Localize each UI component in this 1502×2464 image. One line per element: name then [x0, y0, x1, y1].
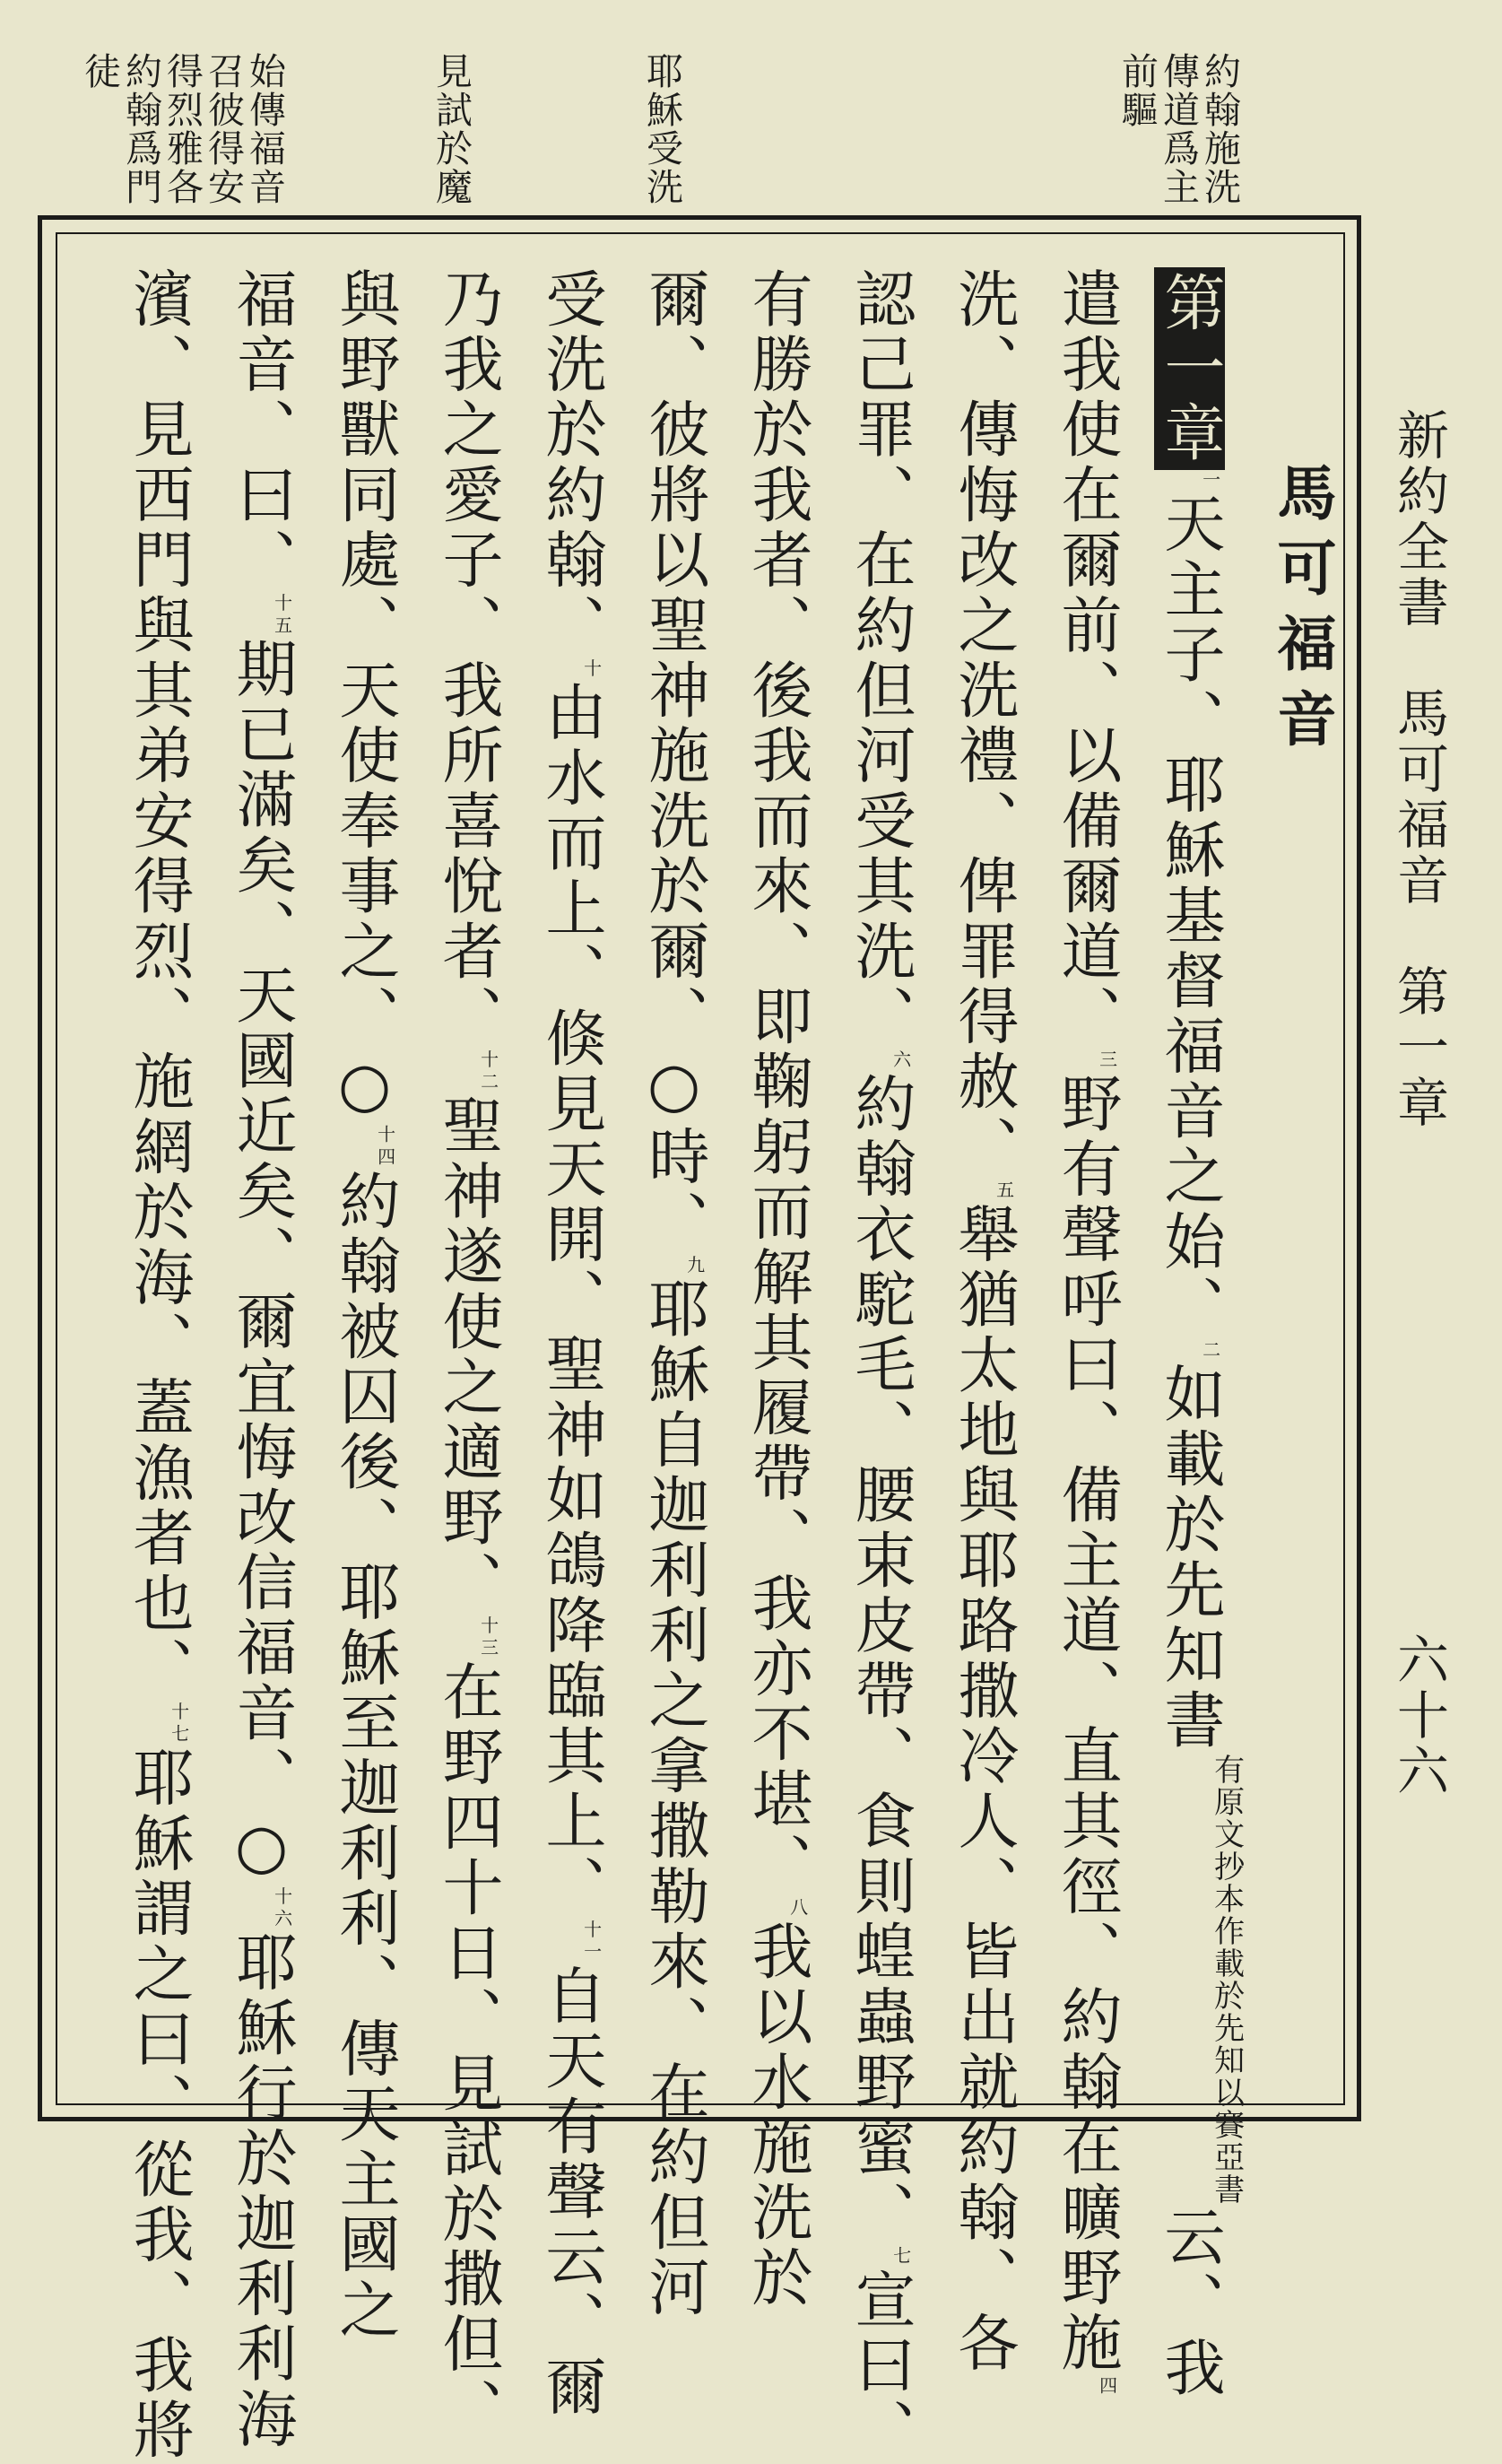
verse-number: 五	[993, 1180, 1015, 1203]
textual-note: 有原文抄本作載於先知以賽亞書	[1208, 1753, 1245, 2206]
headnote-line: 得烈雅各	[161, 52, 204, 206]
column-text: 天主子、耶穌基督福音之始、	[1154, 492, 1225, 1340]
column-text: 舉猶太地與耶路撒冷人、皆出就約翰、各	[948, 1202, 1019, 2377]
verse-number: 九	[683, 1255, 706, 1278]
chapter-label: 第一章	[1154, 267, 1225, 470]
column-text: 耶穌謂之曰、從我、我將	[123, 1746, 194, 2464]
verse-number: 三	[1096, 1049, 1118, 1073]
verse-number: 六	[890, 1049, 912, 1073]
verse-number: 十七	[168, 1702, 190, 1746]
text-column	[123, 267, 212, 2464]
text-column	[744, 267, 830, 2311]
verse-number: 十	[580, 658, 603, 681]
column-text: 我以水施洗於	[742, 1920, 812, 2312]
column-text: 耶穌自迦利利之拿撒勒來、在約但河	[638, 1277, 709, 2321]
column-text: 宣曰、	[845, 2268, 916, 2464]
book-title: 馬可福音	[1267, 462, 1337, 763]
column-text: 野有聲呼曰、備主道、直其徑、約翰在曠野施	[1051, 1072, 1122, 2377]
verse-number: 十三	[477, 1615, 499, 1660]
text-column	[226, 267, 315, 2453]
column-text: 洗、傳悔改之洗禮、俾罪得赦、	[948, 267, 1019, 1180]
column-text: 與野獸同處、天使奉事之、○	[329, 267, 400, 1126]
text-column	[948, 267, 1037, 2377]
verse-number: 十四	[374, 1125, 396, 1170]
headnote-line: 耶穌受洗	[640, 52, 683, 206]
verse-number: 二	[1199, 1339, 1221, 1363]
column-text: 自天有聲云、爾	[535, 1963, 606, 2421]
column-text: 約翰衣駝毛、腰束皮帶、食則蝗蟲野蜜、	[845, 1072, 916, 2246]
text-column	[1051, 267, 1140, 2399]
headnote-line: 見試於魔	[430, 52, 473, 206]
verse-number: 十五	[271, 593, 293, 638]
column-text: 遣我使在爾前、以備爾道、	[1051, 267, 1122, 1050]
headnote	[1116, 52, 1240, 206]
verse-number: 十一	[580, 1920, 603, 1964]
column-text: 有勝於我者、後我而來、即鞠躬而解其履帶、我亦不堪、	[742, 267, 812, 1898]
column-text: 受洗於約翰、	[535, 267, 606, 659]
text-column	[1154, 267, 1245, 2401]
column-text: 約翰被囚後、耶穌至迦利利、傳天主國之	[329, 1169, 400, 2344]
running-head: 新約全書 馬可福音 第一章	[1388, 408, 1449, 1131]
verse-number: 八	[786, 1897, 809, 1920]
page-number: 六十六	[1388, 1633, 1449, 1799]
text-column	[638, 267, 727, 2321]
text-column	[535, 267, 624, 2421]
headnote	[430, 52, 472, 206]
column-text: 在野四十日、見試於撒但、	[432, 1659, 503, 2443]
text-column	[329, 267, 418, 2344]
headnote-line: 約翰施洗	[1198, 52, 1241, 206]
column-text: 如載於先知書	[1154, 1362, 1225, 1754]
headnote-line: 前驅	[1116, 52, 1159, 129]
headnote-line: 傳道爲主	[1157, 52, 1200, 206]
column-text: 云、我	[1154, 2205, 1225, 2401]
headnote-line: 始傳福音	[243, 52, 286, 206]
headnote	[641, 52, 682, 206]
headnote-line: 徒	[78, 52, 121, 91]
headnote	[79, 52, 285, 206]
column-text: 期已滿矣、天國近矣、爾宜悔改信福音、○	[226, 637, 297, 1887]
column-text: 認己罪、在約但河受其洗、	[845, 267, 916, 1050]
column-text: 聖神遂使之適野、	[432, 1093, 503, 1616]
verse-number: 四	[1096, 2376, 1118, 2399]
verse-number: 一	[1199, 470, 1221, 492]
column-text: 爾、彼將以聖神施洗於爾、○時、	[638, 267, 709, 1256]
text-column	[847, 267, 933, 2464]
text-column	[432, 267, 521, 2443]
verse-number: 十六	[271, 1886, 293, 1931]
column-text: 乃我之愛子、我所喜悅者、	[432, 267, 503, 1050]
verse-number: 十二	[477, 1049, 499, 1094]
column-text: 濱、見西門與其弟安得烈、施網於海、蓋漁者也、	[123, 267, 194, 1702]
headnote-line: 召彼得安	[202, 52, 245, 206]
column-text: 福音、曰、	[226, 267, 297, 594]
column-text: 由水而上、倏見天開、聖神如鴿降臨其上、	[535, 680, 606, 1920]
headnote-line: 約翰爲門	[119, 52, 162, 206]
column-text: 耶穌行於迦利利海	[226, 1930, 297, 2453]
verse-number: 七	[890, 2245, 912, 2268]
